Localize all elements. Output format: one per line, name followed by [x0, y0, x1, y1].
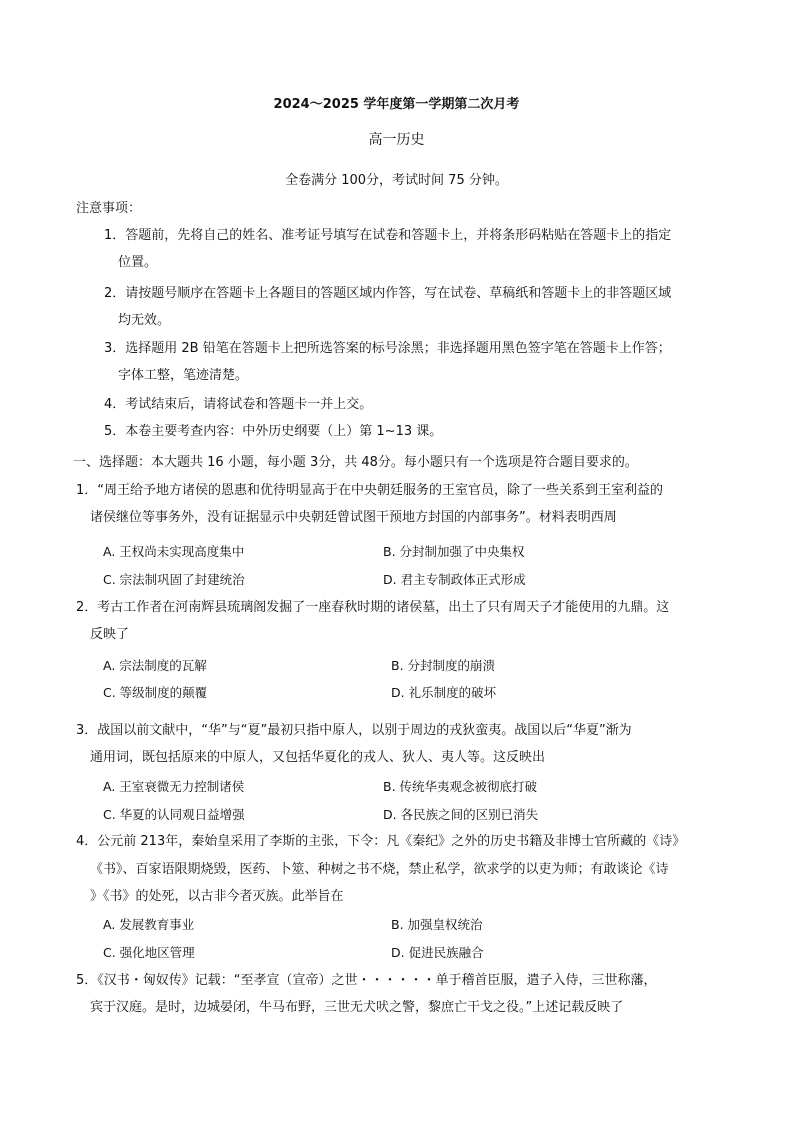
- q5-line1: 5．《汉书・匈奴传》记载：“至孝宣（宣帝）之世・・・・・・单于稽首臣服，遣子入侍，三世称藩，: [76, 973, 657, 988]
- note-2-line1: 2．请按题号顺序在答题卡上各题目的答题区域内作答，写在试卷、草稿纸和答题卡上的非答题区域: [104, 286, 672, 301]
- q2-option-c: C. 等级制度的颠覆: [103, 685, 208, 700]
- q2-option-d: D. 礼乐制度的破坏: [391, 685, 497, 700]
- q2-option-a: A. 宗法制度的瓦解: [103, 658, 207, 673]
- note-4: 4．考试结束后，请将试卷和答题卡一并上交。: [104, 397, 373, 412]
- q1-option-b: B. 分封制加强了中央集权: [383, 544, 525, 559]
- note-5: 5．本卷主要考查内容：中外历史纲要（上）第 1~13 课。: [104, 424, 443, 439]
- q3-line2: 通用词，既包括原来的中原人，又包括华夏化的戎人、狄人、夷人等。这反映出: [90, 750, 546, 765]
- note-3-line1: 3．选择题用 2B 铅笔在答题卡上把所选答案的标号涂黑；非选择题用黑色签字笔在答题卡上作答；: [104, 341, 671, 356]
- q1-line1: 1．“周王给予地方诸侯的恩惠和优待明显高于在中央朝廷服务的王室官员，除了一些关系到王室利益的: [76, 483, 664, 498]
- notes-heading: 注意事项：: [76, 201, 142, 216]
- q3-option-d: D. 各民族之间的区别已消失: [383, 807, 539, 822]
- q3-line1: 3．战国以前文献中，“华”与“夏”最初只指中原人，以别于周边的戎狄蛮夷。战国以后“华夏”渐为: [76, 723, 632, 738]
- note-2-line2: 均无效。: [118, 313, 171, 328]
- q1-option-d: D. 君主专制政体正式形成: [383, 572, 526, 587]
- q1-line2: 诸侯继位等事务外，没有证据显示中央朝廷曾试图干预地方封国的内部事务”。材料表明西周: [90, 510, 617, 525]
- q3-option-a: A. 王室衰微无力控制诸侯: [103, 779, 245, 794]
- exam-title: 2024～2025 学年度第一学期第二次月考: [273, 97, 520, 112]
- note-1-line1: 1．答题前，先将自己的姓名、准考证号填写在试卷和答题卡上，并将条形码粘贴在答题卡上的指定: [104, 228, 672, 243]
- q4-option-a: A. 发展教育事业: [103, 917, 195, 932]
- note-1-line2: 位置。: [118, 255, 158, 270]
- q3-option-c: C. 华夏的认同观日益增强: [103, 807, 245, 822]
- subject-title: 高一历史: [368, 132, 425, 148]
- q2-option-b: B. 分封制度的崩溃: [391, 658, 496, 673]
- q4-line2: 《书》、百家语限期烧毁，医药、卜筮、种树之书不烧，禁止私学，欲求学的以吏为师；有敢谈论《诗: [90, 862, 669, 877]
- q4-option-d: D. 促进民族融合: [391, 945, 484, 960]
- q3-option-b: B. 传统华夷观念被彻底打破: [383, 779, 538, 794]
- q2-line1: 2．考古工作者在河南辉县琉璃阁发掘了一座春秋时期的诸侯墓，出土了只有周天子才能使用的九鼎。这: [76, 600, 670, 615]
- q4-option-b: B. 加强皇权统治: [391, 917, 483, 932]
- q1-option-c: C. 宗法制巩固了封建统治: [103, 572, 245, 587]
- q4-line3: 》《书》的处死，以古非今者灭族。此举旨在: [90, 889, 344, 904]
- section-heading: 一、选择题：本大题共 16 小题，每小题 3分，共 48分。每小题只有一个选项是符合题目要求的。: [73, 455, 638, 470]
- exam-info: 全卷满分 100分，考试时间 75 分钟。: [285, 173, 508, 188]
- q1-option-a: A. 王权尚未实现高度集中: [103, 544, 245, 559]
- note-3-line2: 字体工整，笔迹清楚。: [118, 368, 249, 383]
- q4-line1: 4．公元前 213年，秦始皇采用了李斯的主张，下令：凡《秦纪》之外的历史书籍及非博士官所藏的《诗》: [76, 834, 686, 849]
- q2-line2: 反映了: [90, 627, 130, 642]
- q5-line2: 宾于汉庭。是时，边城晏闭，牛马布野，三世无犬吠之警，黎庶亡干戈之役。”上述记载反映了: [90, 1000, 624, 1015]
- q4-option-c: C. 强化地区管理: [103, 945, 195, 960]
